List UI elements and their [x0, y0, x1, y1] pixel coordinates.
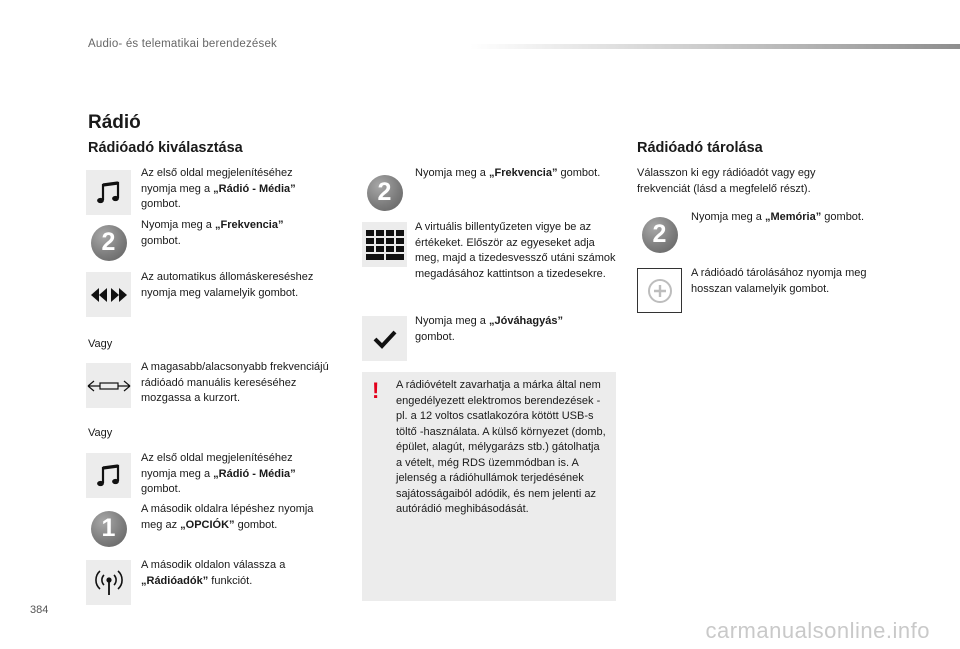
- badge-1-icon: 1: [91, 511, 127, 547]
- warning-icon: !: [372, 378, 380, 403]
- left-step6-text: A második oldalra lépéshez nyomja meg az „OPCIÓK” gombot.: [141, 503, 314, 531]
- or-label-1: Vagy: [88, 338, 113, 350]
- middle-step3-text: Nyomja meg a „Jóváhagyás” gombot.: [415, 315, 563, 343]
- watermark: carmanualsonline.info: [705, 618, 930, 643]
- warning-box: [362, 372, 616, 601]
- radio-antenna-icon: [86, 560, 131, 605]
- left-step4-text: A magasabb/alacsonyabb frekvenciájú rádióadó manuális kereséséhez mozgassa a kurzort.: [141, 361, 329, 404]
- left-step6-badge-wrap: [86, 506, 131, 551]
- left-step5-text: Az első oldal megjelenítéséhez nyomja meg a „Rádió - Média” gombot.: [141, 452, 296, 495]
- section-heading-select: Rádióadó kiválasztása: [88, 140, 243, 156]
- page-number: 384: [30, 604, 49, 616]
- header-decorative-bar: [470, 44, 960, 49]
- page-title: Rádió: [88, 112, 141, 133]
- left-step1-text: Az első oldal megjelenítéséhez nyomja meg a „Rádió - Média” gombot.: [141, 167, 296, 210]
- middle-step1-badge-wrap: [362, 170, 407, 215]
- music-note-icon: [86, 453, 131, 498]
- checkmark-icon: [362, 316, 407, 361]
- warning-text: A rádióvételt zavarhatja a márka által nem engedélyezett elektromos berendezések - pl. a 12 voltos csatlakozóra kötött USB-s töltő -használata. A külső környezet (domb, épület, alagút, mélygarázs stb.) gátolhatja a vételt, még RDS üzemmódban is. A jelenség a rádióhullámok terjedésének sajátosságaiból adódik, és nem jelenti az autórádió meghibásodását.: [396, 379, 606, 515]
- keypad-grid-icon: [362, 222, 407, 267]
- right-step1-badge-wrap: [637, 212, 682, 257]
- middle-step2-text: A virtuális billentyűzeten vigye be az értékeket. Először az egyeseket adja meg, majd a tizedesvessző utáni számok megadásához kattintson a tizedesekre.: [415, 221, 616, 280]
- badge-2-icon: 2: [91, 225, 127, 261]
- header-section-title: Audio- és telematikai berendezések: [88, 38, 277, 50]
- slider-cursor-icon: [86, 363, 131, 408]
- left-step7-text: A második oldalon válassza a „Rádióadók” funkciót.: [141, 559, 286, 587]
- right-step2-text: A rádióadó tárolásához nyomja meg hosszan valamelyik gombot.: [691, 267, 867, 295]
- left-step2-text: Nyomja meg a „Frekvencia” gombot.: [141, 219, 284, 247]
- section-heading-store: Rádióadó tárolása: [637, 140, 763, 156]
- badge-2-icon: 2: [367, 175, 403, 211]
- right-step1-text: Nyomja meg a „Memória” gombot.: [691, 211, 865, 223]
- add-preset-icon: [637, 268, 682, 313]
- badge-2-icon: 2: [642, 217, 678, 253]
- left-step2-badge-wrap: [86, 220, 131, 265]
- or-label-2: Vagy: [88, 427, 113, 439]
- middle-step1-text: Nyomja meg a „Frekvencia” gombot.: [415, 167, 601, 179]
- seek-arrows-icon: [86, 272, 131, 317]
- left-step3-text: Az automatikus állomáskereséshez nyomja meg valamelyik gombot.: [141, 271, 314, 299]
- music-note-icon: [86, 170, 131, 215]
- right-intro-text: Válasszon ki egy rádióadót vagy egy frekvenciát (lásd a megfelelő részt).: [637, 167, 816, 195]
